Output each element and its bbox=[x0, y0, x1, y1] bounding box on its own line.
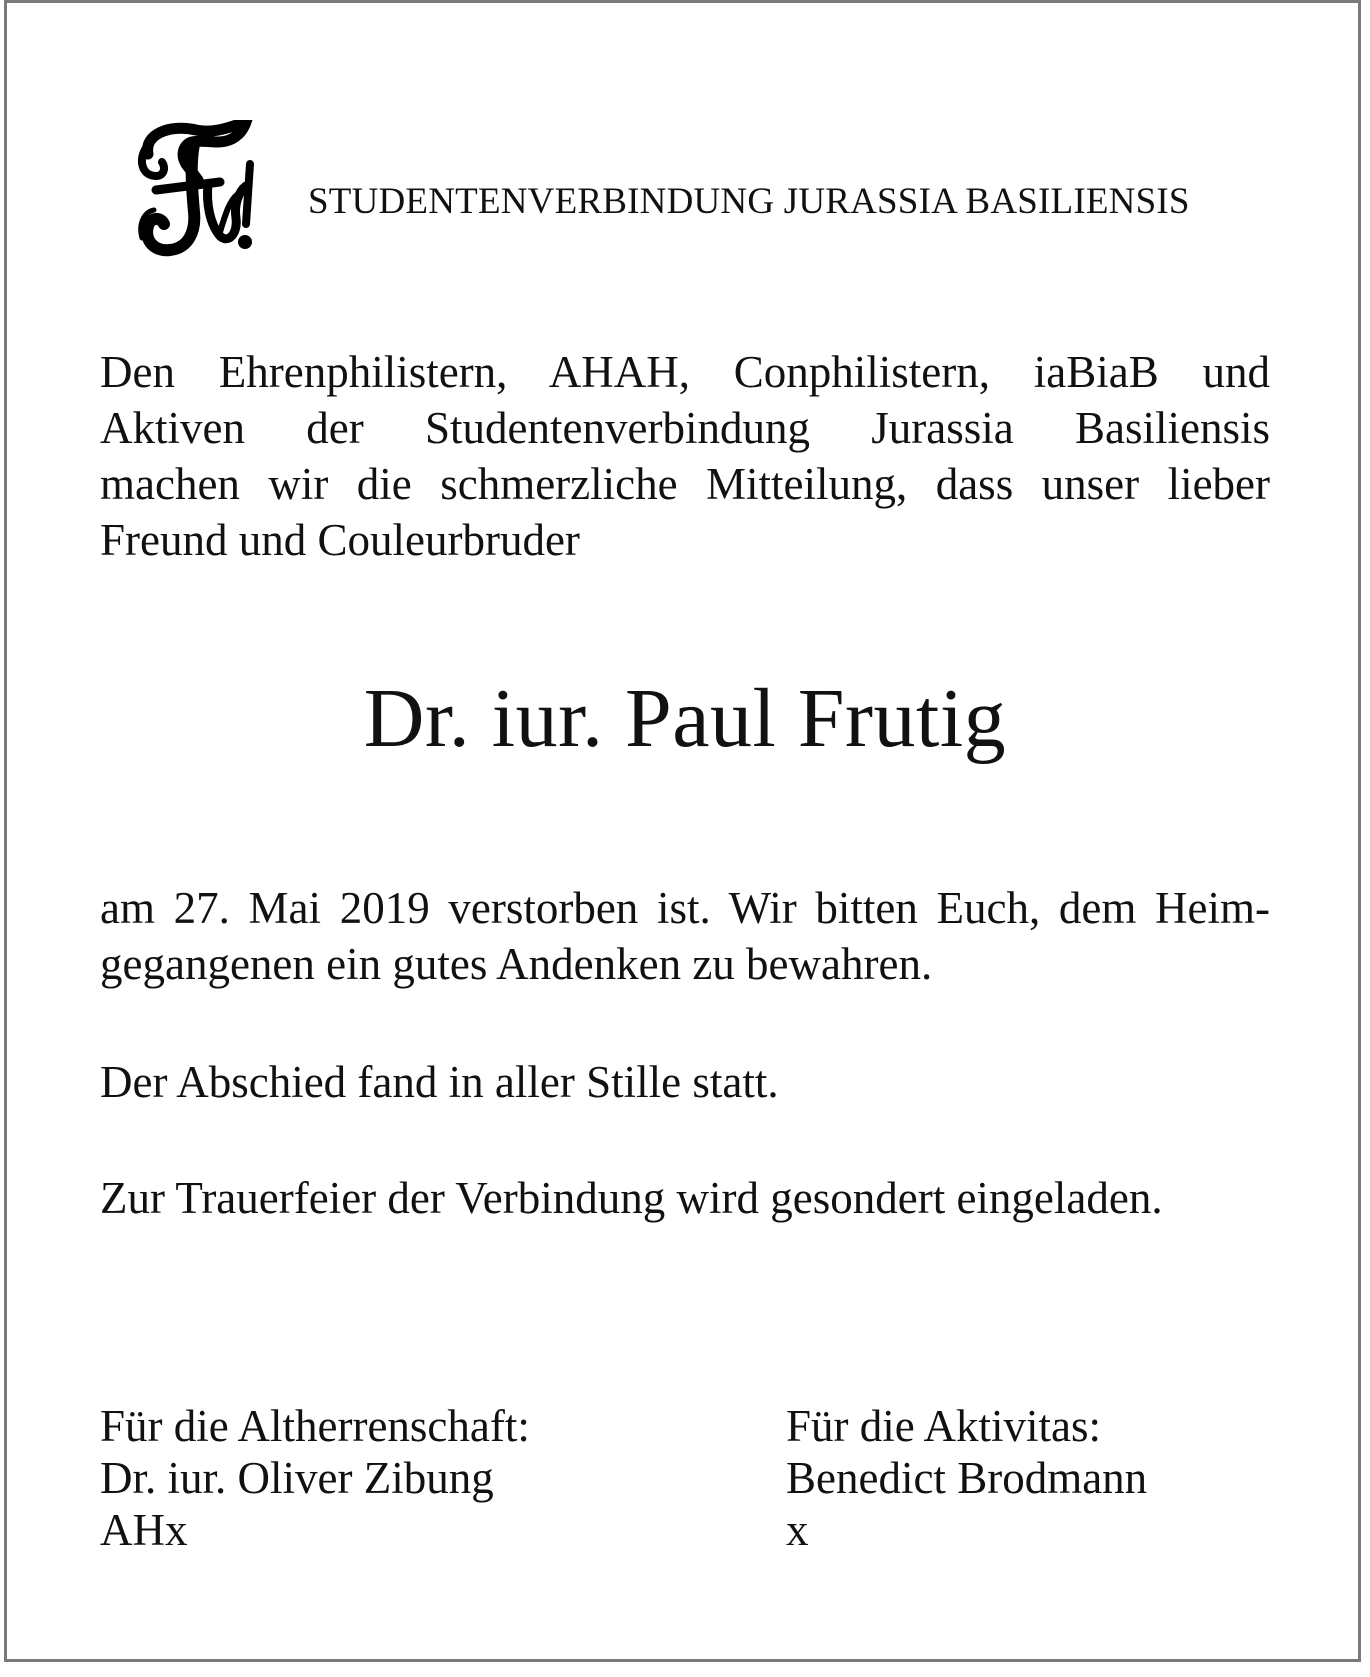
fraternity-monogram-logo bbox=[134, 120, 260, 258]
farewell-paragraph: Der Abschied fand in aller Stille statt. bbox=[100, 1057, 779, 1107]
death-notice-paragraph bbox=[100, 880, 1270, 992]
signature-title: x bbox=[786, 1505, 809, 1555]
paragraph-line: gegangenen ein gutes Andenken zu bewahren. bbox=[100, 939, 933, 989]
paragraph-line: am 27. Mai 2019 verstorben ist. Wir bitten Euch, dem Heim- bbox=[100, 883, 1270, 933]
signature-aktivitas bbox=[786, 1400, 1147, 1556]
signature-title: AHx bbox=[100, 1505, 188, 1555]
intro-line: machen wir die schmerzliche Mitteilung, dass unser lieber bbox=[100, 459, 1270, 509]
signature-altherrenschaft bbox=[100, 1400, 530, 1556]
intro-line: Aktiven der Studentenverbindung Jurassia Basiliensis bbox=[100, 403, 1270, 453]
deceased-name: Dr. iur. Paul Frutig bbox=[363, 672, 1007, 765]
memorial-paragraph: Zur Trauerfeier der Verbindung wird gesondert eingeladen. bbox=[100, 1173, 1163, 1223]
signature-name: Benedict Brodmann bbox=[786, 1453, 1148, 1503]
organization-name: STUDENTENVERBINDUNG JURASSIA BASILIENSIS bbox=[308, 181, 1190, 222]
intro-line: Den Ehrenphilistern, AHAH, Conphilistern, iaBiaB und bbox=[100, 347, 1270, 397]
signature-role: Für die Aktivitas: bbox=[786, 1401, 1101, 1451]
intro-paragraph bbox=[100, 344, 1270, 568]
intro-line: Freund und Couleurbruder bbox=[100, 515, 580, 565]
signature-name: Dr. iur. Oliver Zibung bbox=[100, 1453, 494, 1503]
signature-role: Für die Altherrenschaft: bbox=[100, 1401, 530, 1451]
